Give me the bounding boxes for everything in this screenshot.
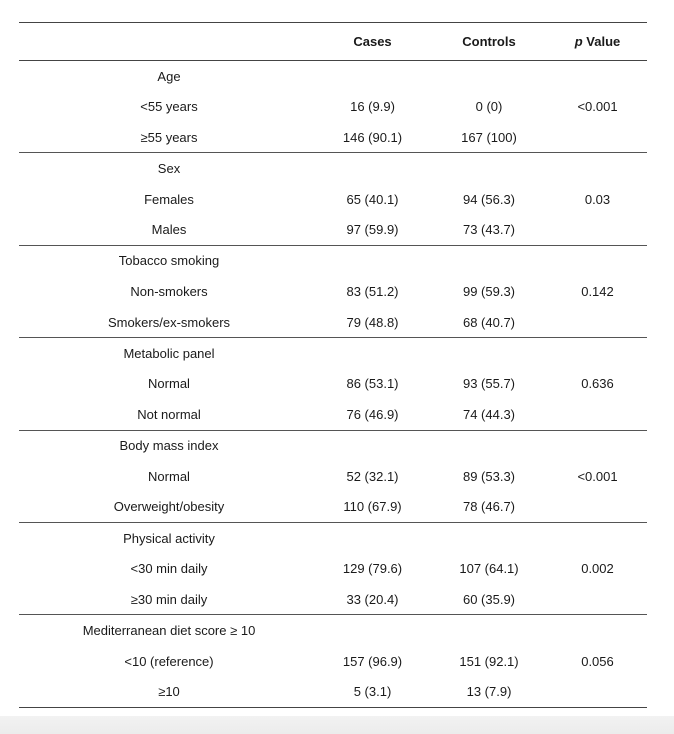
p-value-cell: 0.03 xyxy=(584,191,611,207)
row-label-text: Normal xyxy=(148,468,190,484)
header-blank xyxy=(19,23,315,61)
row-label-text: Females xyxy=(144,191,194,207)
p-value-cell xyxy=(548,122,647,153)
empty-cell xyxy=(430,522,548,553)
table-row xyxy=(19,461,647,492)
row-label-text: Smokers/ex-smokers xyxy=(107,314,231,330)
controls-cell: 13 (7.9) xyxy=(430,676,548,707)
p-value-cell xyxy=(548,214,647,245)
empty-cell xyxy=(315,430,430,461)
row-label-text: Not normal xyxy=(137,406,201,422)
empty-cell xyxy=(548,522,647,553)
table-row xyxy=(19,184,647,215)
p-value-cell: 0.636 xyxy=(581,376,614,392)
group-title: Body mass index xyxy=(119,438,219,454)
p-value-cell xyxy=(548,307,647,338)
group-title-cell xyxy=(19,61,315,92)
controls-cell: 107 (64.1) xyxy=(459,561,519,577)
empty-cell xyxy=(315,245,430,276)
controls-cell: 93 (55.7) xyxy=(462,376,516,392)
header-p-value xyxy=(548,23,647,61)
row-label-text: Males xyxy=(151,222,187,238)
table-row xyxy=(19,368,647,399)
row-label-text: ≥10 xyxy=(158,684,180,700)
empty-cell xyxy=(315,61,430,92)
table-row xyxy=(19,584,647,615)
row-label xyxy=(19,91,315,122)
row-label-text: <30 min daily xyxy=(130,561,208,577)
controls-cell: 0 (0) xyxy=(475,99,503,115)
group-header-row xyxy=(19,61,647,92)
controls-cell: 99 (59.3) xyxy=(462,283,516,299)
table-row xyxy=(19,646,647,677)
row-label-text: Overweight/obesity xyxy=(113,499,225,515)
group-title: Physical activity xyxy=(123,530,215,546)
group-title: Age xyxy=(157,68,181,84)
table-row xyxy=(19,492,647,523)
row-label xyxy=(19,492,315,523)
row-label xyxy=(19,584,315,615)
group-header-row xyxy=(19,153,647,184)
cases-cell: 79 (48.8) xyxy=(315,307,430,338)
cases-cell: 65 (40.1) xyxy=(346,191,399,207)
controls-cell: 74 (44.3) xyxy=(430,399,548,430)
empty-cell xyxy=(548,245,647,276)
cases-cell: 52 (32.1) xyxy=(346,468,399,484)
cases-cell: 86 (53.1) xyxy=(346,376,399,392)
characteristics-table xyxy=(19,22,647,708)
cases-cell: 157 (96.9) xyxy=(342,653,403,669)
row-label xyxy=(19,399,315,430)
row-label xyxy=(19,276,315,307)
table-row xyxy=(19,676,647,707)
table-row xyxy=(19,91,647,122)
row-label xyxy=(19,553,315,584)
row-label-text: Normal xyxy=(148,376,190,392)
empty-cell xyxy=(315,153,430,184)
empty-cell xyxy=(315,615,430,646)
table-row xyxy=(19,307,647,338)
cases-cell: 33 (20.4) xyxy=(315,584,430,615)
p-value-cell xyxy=(548,492,647,523)
cases-cell: 16 (9.9) xyxy=(350,99,395,115)
group-header-row xyxy=(19,430,647,461)
empty-cell xyxy=(430,245,548,276)
row-label xyxy=(19,184,315,215)
bottom-shade xyxy=(0,716,674,734)
cases-cell: 110 (67.9) xyxy=(315,492,430,523)
cases-cell: 129 (79.6) xyxy=(342,561,403,577)
table-row xyxy=(19,122,647,153)
controls-cell: 68 (40.7) xyxy=(430,307,548,338)
table-row xyxy=(19,399,647,430)
row-label-text: <55 years xyxy=(140,99,198,115)
cases-cell: 5 (3.1) xyxy=(315,676,430,707)
cases-cell: 83 (51.2) xyxy=(346,283,399,299)
table-row xyxy=(19,553,647,584)
empty-cell xyxy=(315,338,430,369)
empty-cell xyxy=(548,338,647,369)
group-title: Sex xyxy=(157,161,181,177)
header-p-text: Value xyxy=(586,34,621,49)
table-row xyxy=(19,276,647,307)
row-label xyxy=(19,646,315,677)
group-header-row xyxy=(19,245,647,276)
cases-cell: 76 (46.9) xyxy=(315,399,430,430)
empty-cell xyxy=(430,615,548,646)
empty-cell xyxy=(548,153,647,184)
cases-cell: 146 (90.1) xyxy=(315,122,430,153)
row-label xyxy=(19,214,315,245)
controls-cell: 89 (53.3) xyxy=(462,468,516,484)
table-header-row xyxy=(19,23,647,61)
empty-cell xyxy=(548,430,647,461)
group-title-cell xyxy=(19,245,315,276)
row-label xyxy=(19,461,315,492)
row-label-text: ≥55 years xyxy=(140,129,198,145)
empty-cell xyxy=(430,153,548,184)
row-label-text: Non-smokers xyxy=(130,283,208,299)
p-value-cell: <0.001 xyxy=(577,99,618,115)
controls-cell: 73 (43.7) xyxy=(430,214,548,245)
empty-cell xyxy=(315,522,430,553)
controls-cell: 167 (100) xyxy=(430,122,548,153)
row-label xyxy=(19,307,315,338)
cases-cell: 97 (59.9) xyxy=(315,214,430,245)
row-label xyxy=(19,122,315,153)
table-row xyxy=(19,214,647,245)
p-value-cell: 0.002 xyxy=(581,561,614,577)
group-header-row xyxy=(19,338,647,369)
p-value-cell xyxy=(548,676,647,707)
empty-cell xyxy=(548,615,647,646)
p-value-cell xyxy=(548,584,647,615)
group-title-cell xyxy=(19,338,315,369)
group-title-cell xyxy=(19,522,315,553)
p-value-cell: 0.056 xyxy=(581,653,614,669)
group-title-cell xyxy=(19,430,315,461)
empty-cell xyxy=(430,430,548,461)
group-title-cell xyxy=(19,153,315,184)
header-cases: Cases xyxy=(315,23,430,61)
group-title: Tobacco smoking xyxy=(118,253,220,269)
row-label xyxy=(19,676,315,707)
p-value-cell: <0.001 xyxy=(577,468,618,484)
group-title: Mediterranean diet score ≥ 10 xyxy=(82,622,256,638)
header-p-italic: p xyxy=(574,34,583,49)
empty-cell xyxy=(548,61,647,92)
controls-cell: 60 (35.9) xyxy=(430,584,548,615)
row-label xyxy=(19,368,315,399)
empty-cell xyxy=(430,338,548,369)
row-label-text: ≥30 min daily xyxy=(130,591,208,607)
table-body xyxy=(19,61,647,708)
group-title: Metabolic panel xyxy=(123,345,215,361)
p-value-cell: 0.142 xyxy=(581,283,614,299)
controls-cell: 78 (46.7) xyxy=(430,492,548,523)
header-controls: Controls xyxy=(430,23,548,61)
controls-cell: 151 (92.1) xyxy=(459,653,519,669)
group-title-cell xyxy=(19,615,315,646)
group-header-row xyxy=(19,522,647,553)
controls-cell: 94 (56.3) xyxy=(462,191,516,207)
row-label-text: <10 (reference) xyxy=(124,653,214,669)
group-header-row xyxy=(19,615,647,646)
empty-cell xyxy=(430,61,548,92)
p-value-cell xyxy=(548,399,647,430)
